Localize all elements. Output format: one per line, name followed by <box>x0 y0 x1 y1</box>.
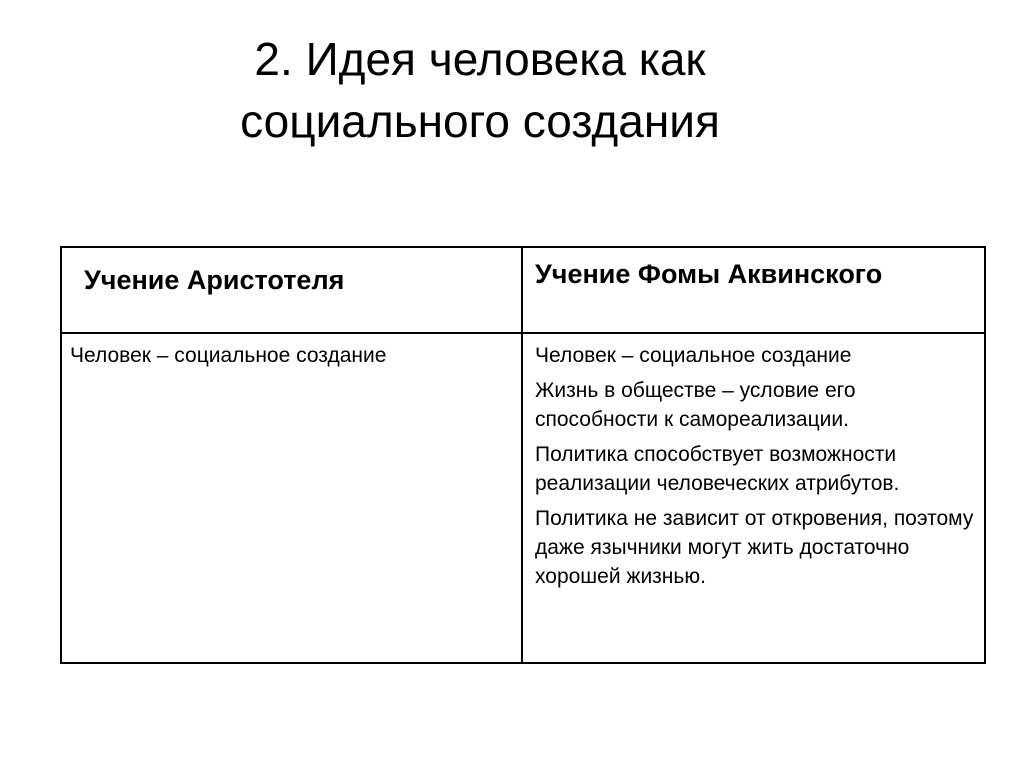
header-aristotle: Учение Аристотеля <box>61 247 522 333</box>
table-header-row <box>61 247 985 333</box>
aquinas-point: Человек – социальное создание <box>535 344 852 367</box>
title-line: 2. Идея человека как <box>254 33 706 85</box>
comparison-table <box>60 246 986 664</box>
title-line: социального создания <box>240 95 720 147</box>
aquinas-cell <box>522 333 985 663</box>
aristotle-cell <box>61 333 522 663</box>
aristotle-point: Человек – социальное создание <box>70 344 387 367</box>
header-aquinas: Учение Фомы Аквинского <box>522 247 985 333</box>
aquinas-point: Политика не зависит от откровения, поэтому даже язычники могут жить достаточно хорошей жизнью. <box>535 507 974 588</box>
slide-title <box>120 28 840 152</box>
table-body-row <box>61 333 985 663</box>
aquinas-point: Политика способствует возможности реализации человеческих атрибутов. <box>535 443 900 495</box>
aquinas-point: Жизнь в обществе – условие его способности к самореализации. <box>535 379 856 431</box>
